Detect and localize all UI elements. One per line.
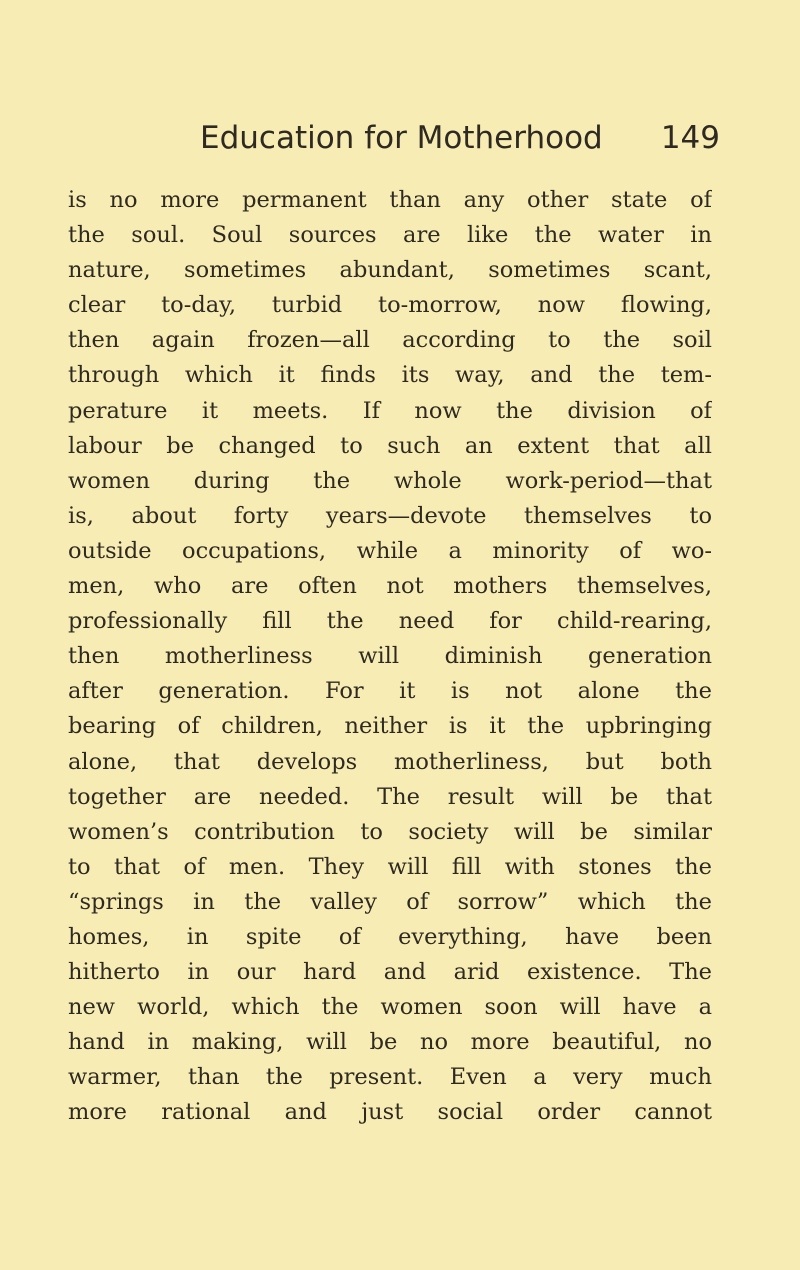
text-line: together are needed. The result will be that: [68, 783, 712, 810]
text-line: “springs in the valley of sorrow” which the: [68, 888, 712, 915]
text-line: then motherliness will diminish generation: [68, 643, 712, 670]
text-line: more rational and just social order cannot: [68, 1099, 712, 1126]
text-line: bearing of children, neither is it the upbringing: [68, 713, 712, 740]
text-line: is no more permanent than any other state of: [68, 187, 712, 213]
page-number: 149: [660, 120, 720, 156]
text-line: women during the whole work-period—that: [68, 467, 712, 494]
text-line: new world, which the women soon will have a: [68, 994, 712, 1021]
running-head: [200, 108, 720, 168]
text-line: outside occupations, while a minority of wo-: [68, 537, 712, 564]
text-line: alone, that develops motherliness, but both: [68, 748, 712, 775]
body-text: [68, 183, 712, 1131]
text-line: women’s contribution to society will be similar: [68, 818, 712, 845]
text-line: men, who are often not mothers themselves,: [68, 573, 712, 600]
text-line: clear to-day, turbid to-morrow, now flowing,: [68, 292, 712, 319]
text-line: nature, sometimes abundant, sometimes scant,: [68, 257, 712, 284]
text-line: to that of men. They will fill with stones the: [68, 853, 712, 880]
text-line: the soul. Soul sources are like the water in: [68, 222, 712, 249]
text-line: homes, in spite of everything, have been: [68, 923, 712, 950]
text-line: hand in making, will be no more beautiful, no: [68, 1029, 712, 1056]
text-line: is, about forty years—devote themselves to: [68, 502, 712, 529]
text-line: after generation. For it is not alone the: [68, 678, 712, 705]
text-line: through which it finds its way, and the tem-: [68, 362, 712, 389]
text-line: perature it meets. If now the division of: [68, 397, 712, 424]
running-title: Education for Motherhood: [200, 120, 603, 156]
text-line: professionally fill the need for child-rearing,: [68, 608, 712, 635]
text-line: labour be changed to such an extent that all: [68, 432, 712, 459]
text-line: then again frozen—all according to the soil: [68, 327, 712, 354]
text-line: warmer, than the present. Even a very much: [68, 1064, 712, 1091]
text-line: hitherto in our hard and arid existence. The: [68, 959, 712, 986]
